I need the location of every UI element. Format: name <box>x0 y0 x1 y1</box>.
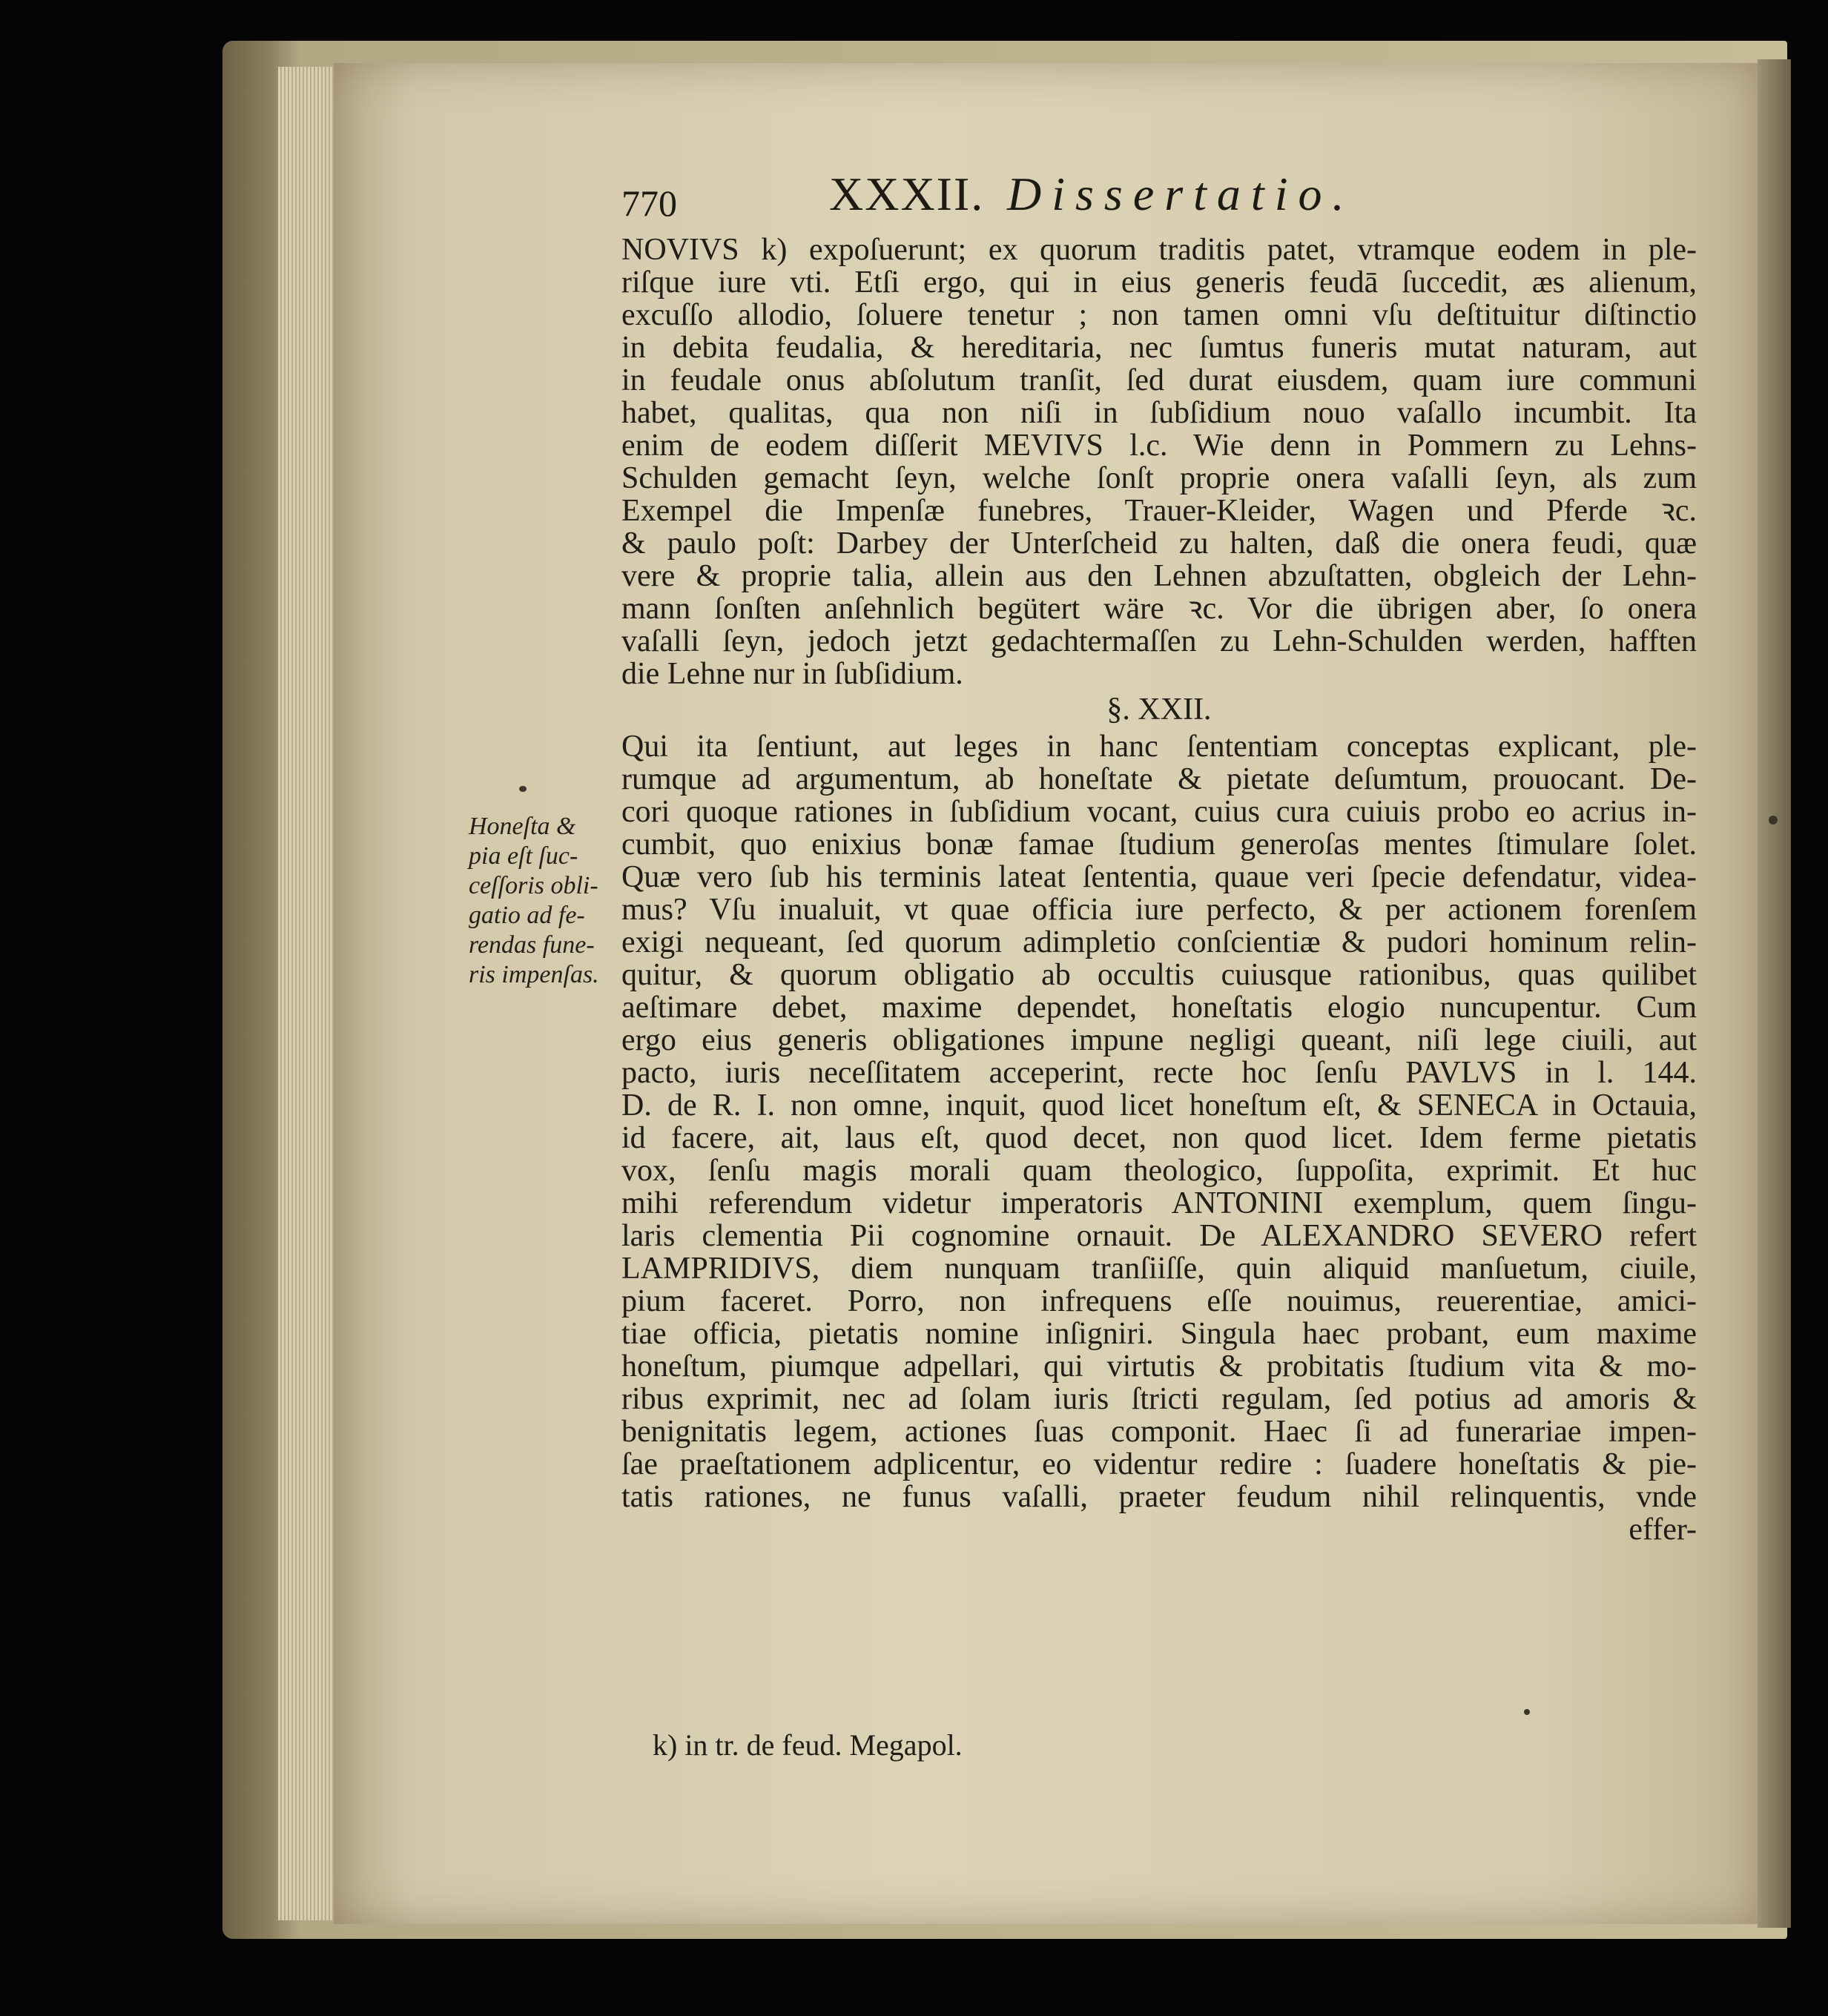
ink-speck <box>1769 816 1778 824</box>
facing-page-edge <box>1758 59 1791 1928</box>
text-line: vaſalli ſeyn, jedoch jetzt gedachtermaſſen zu Lehn-Schulden werden, hafften <box>621 624 1697 658</box>
marginal-note-line: Honeſta & <box>469 813 576 840</box>
text-line: vere & proprie talia, allein aus den Lehnen abzuſtatten, obgleich der Lehn- <box>621 559 1697 593</box>
marginal-note-line: ceſſoris obli- <box>469 872 598 899</box>
running-head <box>621 159 1660 224</box>
text-line: vox, ſenſu magis morali quam theologico, ſuppoſita, exprimit. Et huc <box>621 1154 1697 1188</box>
text-line: id facere, ait, laus eſt, quod decet, non quod licet. Idem ferme pietatis <box>621 1121 1697 1155</box>
page-number: 770 <box>621 182 677 224</box>
text-line: pacto, iuris neceſſitatem acceperint, recte hoc ſenſu PAVLVS in l. 144. <box>621 1056 1697 1090</box>
text-line: Qui ita ſentiunt, aut leges in hanc ſententiam conceptas explicant, ple- <box>621 730 1697 764</box>
text-line: cumbit, quo enixius bonæ famae ſtudium generoſas mentes ſtimulare ſolet. <box>621 827 1697 862</box>
text-line: habet, qualitas, qua non niſi in ſubſidium nouo vaſallo incumbit. Ita <box>621 396 1697 430</box>
text-line: tiae officia, pietatis nomine inſigniri. Singula haec probant, eum maxime <box>621 1317 1697 1351</box>
text-line: ſae praeſtationem adplicentur, eo videntur redire : ſuadere honeſtatis & pie- <box>621 1447 1697 1481</box>
text-line: exigi nequeant, ſed quorum adimpletio conſcientiæ & pudori hominum relin- <box>621 925 1697 959</box>
text-line: ribus exprimit, nec ad ſolam iuris ſtricti regulam, ſed potius ad amoris & <box>621 1382 1697 1416</box>
marginal-note-line: ris impenſas. <box>469 961 599 988</box>
text-line: enim de eodem diſſerit MEVIVS l.c. Wie denn in Pommern zu Lehns- <box>621 429 1697 463</box>
text-line: mus? Vſu inualuit, vt quae officia iure perfecto, & per actionem forenſem <box>621 893 1697 927</box>
text-line: Schulden gemacht ſeyn, welche ſonſt proprie onera vaſalli ſeyn, als zum <box>621 461 1697 495</box>
text-line: in feudale onus abſolutum tranſit, ſed durat eiusdem, quam iure communi <box>621 363 1697 397</box>
text-line: excuſſo allodio, ſoluere tenetur ; non tamen omni vſu deſtituitur diſtinctio <box>621 298 1697 332</box>
section-heading: §. XXII. <box>1106 693 1212 727</box>
text-line: honeſtum, piumque adpellari, qui virtutis & probitatis ſtudium vita & mo- <box>621 1349 1697 1384</box>
text-line: D. de R. I. non omne, inquit, quod licet honeſtum eſt, & SENECA in Octauia, <box>621 1088 1697 1123</box>
text-line: tatis rationes, ne funus vaſalli, praeter feudum nihil relinquentis, vnde <box>621 1480 1697 1514</box>
text-line: LAMPRIDIVS, diem nunquam tranſiiſſe, quin aliquid manſuetum, ciuile, <box>621 1252 1697 1286</box>
text-line: benignitatis legem, actiones ſuas componit. Haec ſi ad funerariae impen- <box>621 1415 1697 1449</box>
marginal-note-line: gatio ad fe- <box>469 902 585 929</box>
text-line: mann ſonſten anſehnlich begütert wäre ꝛc. Vor die übrigen aber, ſo onera <box>621 592 1697 626</box>
text-line: pium faceret. Porro, non infrequens eſſe nouimus, reuerentiae, amici- <box>621 1284 1697 1318</box>
text-line: aeſtimare debet, maxime dependet, honeſtatis elogio nuncupentur. Cum <box>621 991 1697 1025</box>
text-line: rumque ad argumentum, ab honeſtate & pietate deſumtum, prouocant. De- <box>621 762 1697 796</box>
text-line: die Lehne nur in ſubſidium. <box>621 657 963 691</box>
marginal-note <box>469 812 617 990</box>
footnote: k) in tr. de feud. Megapol. <box>653 1728 963 1762</box>
page-stack-edge <box>278 67 337 1920</box>
marginal-note-line: rendas fune- <box>469 931 595 959</box>
text-line: & paulo poſt: Darbey der Unterſcheid zu halten, daß die onera feudi, quæ <box>621 526 1697 561</box>
text-line: ergo eius generis obligationes impune negligi queant, niſi lege ciuili, aut <box>621 1023 1697 1057</box>
paragraph-continued <box>621 234 1697 690</box>
paragraph-section-xxii <box>621 730 1697 1513</box>
text-line: riſque iure vti. Etſi ergo, qui in eius generis feudā ſuccedit, æs alienum, <box>621 265 1697 300</box>
ink-speck <box>519 786 527 792</box>
text-line: laris clementia Pii cognomine ornauit. De ALEXANDRO SEVERO refert <box>621 1219 1697 1253</box>
text-line: Quæ vero ſub his terminis lateat ſententia, quaue veri ſpecie defendatur, videa- <box>621 860 1697 894</box>
text-line: Exempel die Impenſæ funebres, Trauer-Kleider, Wagen und Pferde ꝛc. <box>621 494 1697 528</box>
text-line: mihi referendum videtur imperatoris ANTONINI exemplum, quem ſingu- <box>621 1186 1697 1220</box>
marginal-note-line: pia eſt ſuc- <box>469 842 578 870</box>
catchword: effer- <box>1629 1513 1697 1547</box>
text-line: in debita feudalia, & hereditaria, nec ſumtus funeris mutat naturam, aut <box>621 331 1697 365</box>
text-line: quitur, & quorum obligatio ab occultis cuiusque rationibus, quas quilibet <box>621 958 1697 992</box>
text-line: NOVIVS k) expoſuerunt; ex quorum traditis patet, vtramque eodem in ple- <box>621 233 1697 267</box>
ink-speck <box>1524 1709 1530 1715</box>
text-line: cori quoque rationes in ſubſidium vocant, cuius cura cuiuis probo eo acrius in- <box>621 795 1697 829</box>
main-text <box>621 234 1697 1546</box>
dissertation-numeral: XXXII. <box>829 168 985 220</box>
running-title: Dissertatio. <box>1007 168 1355 220</box>
